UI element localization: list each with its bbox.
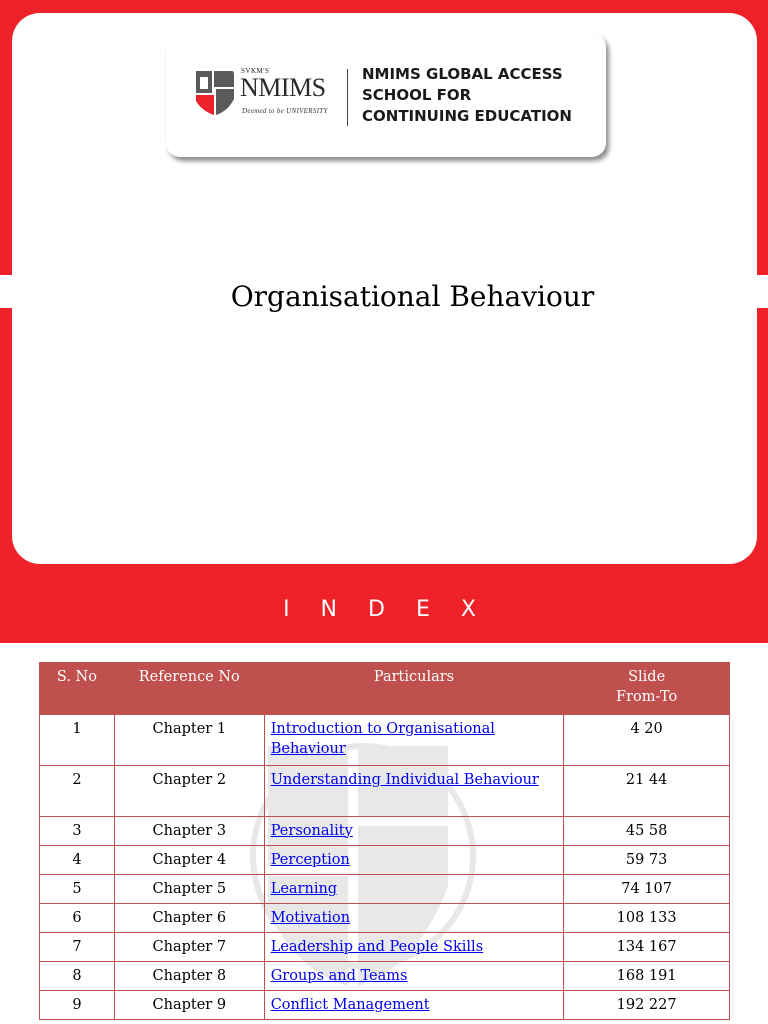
header-slide-line-1: Slide: [628, 669, 666, 685]
row-slides: 21 44: [564, 765, 730, 816]
row-slides: 45 58: [564, 816, 730, 845]
table-row: [40, 874, 730, 903]
row-slides: 168 191: [564, 961, 730, 990]
row-sno: 8: [40, 961, 115, 990]
row-reference: Chapter 5: [114, 874, 264, 903]
table-row: [40, 765, 730, 816]
chapter-link[interactable]: Understanding Individual Behaviour: [270, 771, 539, 788]
table-row: [40, 961, 730, 990]
logo-svkm: SVKM'S: [241, 67, 270, 75]
school-line-2: SCHOOL FOR: [362, 86, 472, 104]
row-slides: 108 133: [564, 903, 730, 932]
header-slide: [564, 662, 730, 714]
row-sno: 4: [40, 845, 115, 874]
chapter-link[interactable]: Conflict Management: [270, 996, 430, 1013]
row-reference: Chapter 2: [114, 765, 264, 816]
row-reference: Chapter 4: [114, 845, 264, 874]
index-table: [39, 662, 730, 1020]
header-reference: Reference No: [114, 662, 264, 714]
row-slides: 74 107: [564, 874, 730, 903]
row-reference: Chapter 3: [114, 816, 264, 845]
nmims-logo: [166, 33, 606, 157]
header-sno: S. No: [40, 662, 115, 714]
row-particulars: [264, 932, 564, 961]
logo-name: NMIMS: [240, 73, 326, 102]
row-sno: 2: [40, 765, 115, 816]
row-slides: 134 167: [564, 932, 730, 961]
index-slide: [0, 576, 768, 1024]
row-particulars: [264, 874, 564, 903]
header-particulars: Particulars: [264, 662, 564, 714]
school-name: [362, 64, 572, 127]
index-heading: INDEX: [283, 597, 507, 622]
row-particulars: [264, 845, 564, 874]
row-reference: Chapter 7: [114, 932, 264, 961]
chapter-link[interactable]: Motivation: [270, 909, 351, 926]
school-line-3: CONTINUING EDUCATION: [362, 107, 572, 125]
table-row: [40, 990, 730, 1019]
row-slides: 59 73: [564, 845, 730, 874]
school-line-1: NMIMS GLOBAL ACCESS: [362, 65, 563, 83]
row-particulars: [264, 990, 564, 1019]
row-reference: Chapter 1: [114, 714, 264, 765]
table-row: [40, 816, 730, 845]
table-header-row: [40, 662, 730, 714]
row-slides: 4 20: [564, 714, 730, 765]
row-particulars: [264, 714, 564, 765]
chapter-link[interactable]: Introduction to Organisational Behaviour: [270, 720, 495, 757]
logo-divider: [347, 69, 348, 126]
chapter-link[interactable]: Leadership and People Skills: [270, 938, 484, 955]
row-slides: 192 227: [564, 990, 730, 1019]
logo-tagline: Deemed to be UNIVERSITY: [242, 107, 328, 115]
table-row: [40, 845, 730, 874]
row-sno: 7: [40, 932, 115, 961]
row-sno: 6: [40, 903, 115, 932]
row-sno: 9: [40, 990, 115, 1019]
row-reference: Chapter 8: [114, 961, 264, 990]
page-title: Organisational Behaviour: [230, 280, 595, 313]
row-reference: Chapter 9: [114, 990, 264, 1019]
row-sno: 1: [40, 714, 115, 765]
row-particulars: [264, 961, 564, 990]
row-reference: Chapter 6: [114, 903, 264, 932]
header-slide-line-2: From-To: [616, 689, 678, 705]
chapter-link[interactable]: Personality: [270, 822, 353, 839]
chapter-link[interactable]: Perception: [270, 851, 350, 868]
chapter-link[interactable]: Groups and Teams: [270, 967, 408, 984]
nmims-emblem-icon: [194, 69, 236, 117]
table-row: [40, 903, 730, 932]
table-row: [40, 714, 730, 765]
chapter-link[interactable]: Learning: [270, 880, 338, 897]
row-particulars: [264, 765, 564, 816]
row-sno: 5: [40, 874, 115, 903]
table-row: [40, 932, 730, 961]
row-particulars: [264, 903, 564, 932]
row-sno: 3: [40, 816, 115, 845]
row-particulars: [264, 816, 564, 845]
